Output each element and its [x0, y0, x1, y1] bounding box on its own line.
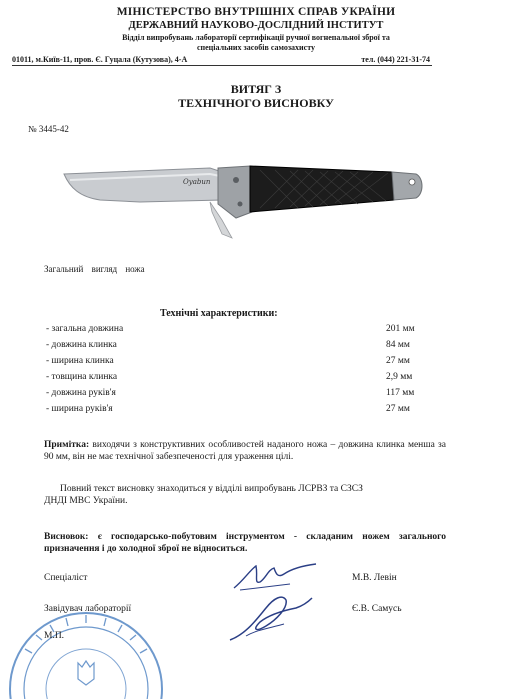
spec-row [46, 340, 466, 356]
conclusion-text: є господарсько-побутовим інструментом - складаним ножем загального призначення і до холодної зброї не відноситься. [44, 532, 446, 554]
head-signature [226, 590, 316, 646]
official-stamp [6, 605, 166, 699]
specialist-label: Спеціаліст [44, 573, 88, 583]
document-title-line-2: ТЕХНІЧНОГО ВИСНОВКУ [178, 96, 334, 110]
specialist-name: М.В. Левін [352, 573, 397, 583]
note-label: Примітка: [44, 440, 90, 450]
spec-value: 2,9 мм [386, 372, 413, 382]
department-line-2: спеціальних засобів самозахисту [196, 43, 316, 52]
conclusion-paragraph [44, 531, 446, 555]
spec-row [46, 324, 466, 340]
spec-value: 84 мм [386, 340, 410, 350]
spec-value: 27 мм [386, 356, 410, 366]
knife-handle [250, 166, 394, 212]
specialist-signature [230, 560, 320, 594]
spec-label: - довжина руків'я [46, 388, 116, 398]
phone: тел. (044) 221-31-74 [361, 55, 430, 64]
note-paragraph [44, 439, 446, 463]
conclusion-label: Висновок: [44, 532, 89, 542]
department-line-1: Відділ випробувань лабораторії сертифікації ручної вогнепальної зброї та [122, 33, 390, 42]
spec-row [46, 372, 466, 388]
spec-row [46, 404, 466, 420]
ministry-heading: МІНІСТЕРСТВО ВНУТРІШНІХ СПРАВ УКРАЇНИ [116, 6, 396, 18]
knife-pommel [392, 172, 422, 200]
spec-label: - ширина руків'я [46, 404, 113, 414]
full-text-line-1: Повний текст висновку знаходиться у відділі випробувань ЛСРВЗ та СЗСЗ [60, 484, 363, 494]
knife-brand-mark: Oyabun [183, 178, 211, 186]
document-number: № 3445-42 [28, 124, 69, 134]
head-label: Завідувач лабораторії [44, 604, 132, 614]
spec-label: - ширина клинка [46, 356, 114, 366]
note-text: виходячи з конструктивних особливостей наданого ножа – довжина клинка менша за 90 мм, він не має технічної забезпеченості для ураження цілі. [44, 440, 447, 462]
spec-label: - довжина клинка [46, 340, 117, 350]
knife-photo [60, 160, 430, 250]
institute-heading: ДЕРЖАВНИЙ НАУКОВО-ДОСЛІДНИЙ ІНСТИТУТ [128, 20, 384, 31]
head-name: Є.В. Самусь [352, 604, 402, 614]
spec-value: 27 мм [386, 404, 410, 414]
knife-bolster [218, 166, 252, 218]
spec-row [46, 356, 466, 372]
address: 01011, м.Київ-11, пров. Є. Гуцала (Кутузова), 4-А [12, 55, 188, 64]
full-text-line-2: ДНДІ МВС України. [44, 496, 128, 506]
document-title-line-1: ВИТЯГ З [230, 82, 282, 96]
stamp-place-mark: М.П. [44, 631, 65, 641]
spec-value: 201 мм [386, 324, 415, 334]
department-heading [60, 33, 452, 53]
spec-label: - загальна довжина [46, 324, 124, 334]
spec-label: - товщина клинка [46, 372, 118, 382]
general-view-caption: Загальний вигляд ножа [44, 264, 145, 274]
header-divider [12, 65, 432, 66]
spec-row [46, 388, 466, 404]
specs-title: Технічні характеристики: [160, 308, 278, 319]
spec-value: 117 мм [386, 388, 415, 398]
